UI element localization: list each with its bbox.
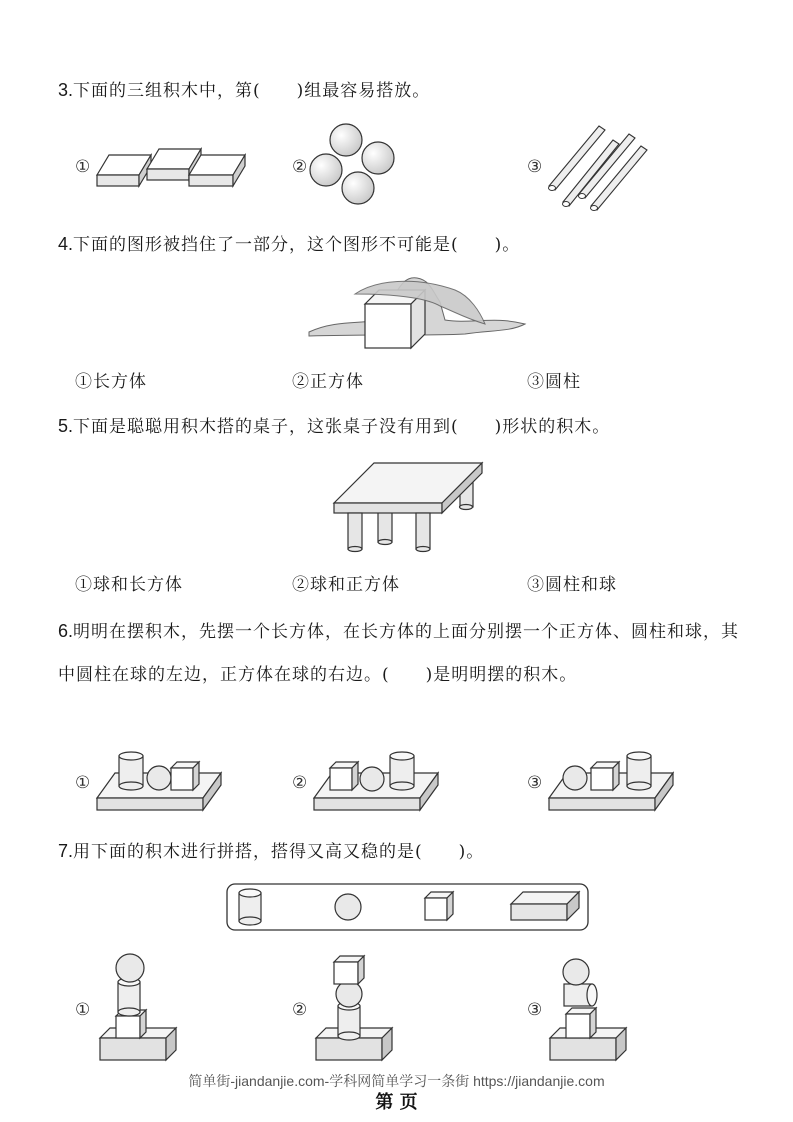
question-5-number: 5. — [58, 416, 74, 436]
q3-option-3-marker: ③ — [527, 157, 543, 177]
question-7-number: 7. — [58, 841, 74, 861]
q6-option-2-marker: ② — [292, 773, 308, 793]
footer-watermark: 简单街-jiandanjie.com-学科网简单学习一条街 https://jiandanjie.com — [188, 1073, 605, 1089]
question-6-text: 明明在摆积木，先摆一个长方体，在长方体的上面分别摆一个正方体、圆柱和球，其中圆柱在球的左边，正方体在球的右边。( )是明明摆的积木。 — [58, 622, 740, 685]
q6-option-2-figure — [312, 748, 442, 813]
q3-sticks-figure — [543, 120, 653, 210]
q7-option-1-marker: ① — [75, 1000, 91, 1020]
question-4-number: 4. — [58, 234, 74, 254]
question-5 — [58, 416, 753, 437]
question-7 — [58, 841, 753, 862]
q6-option-1-marker: ① — [75, 773, 91, 793]
q5-option-3: ③圆柱和球 — [527, 575, 617, 595]
q7-option-3-figure — [548, 950, 628, 1065]
q6-option-3-marker: ③ — [527, 773, 543, 793]
q3-balls-figure — [310, 122, 400, 207]
q4-option-2: ②正方体 — [292, 372, 364, 392]
q5-table-figure — [330, 455, 490, 555]
question-3-text: 下面的三组积木中，第( )组最容易搭放。 — [73, 81, 431, 101]
q3-option-1-marker: ① — [75, 157, 91, 177]
question-6 — [58, 610, 753, 697]
q5-option-2: ②球和正方体 — [292, 575, 400, 595]
question-3 — [58, 80, 753, 101]
q7-option-2-marker: ② — [292, 1000, 308, 1020]
q6-option-3-figure — [547, 748, 677, 813]
q7-blocks-box-figure — [225, 882, 590, 932]
question-4-text: 下面的图形被挡住了一部分，这个图形不可能是( )。 — [73, 235, 521, 255]
question-4 — [58, 234, 753, 255]
question-5-text: 下面是聪聪用积木搭的桌子，这张桌子没有用到( )形状的积木。 — [73, 417, 611, 437]
q3-option-2-marker: ② — [292, 157, 308, 177]
q7-option-2-figure — [314, 950, 394, 1065]
q4-option-1: ①长方体 — [75, 372, 147, 392]
question-7-text: 用下面的积木进行拼搭，搭得又高又稳的是( )。 — [73, 842, 485, 862]
question-6-number: 6. — [58, 621, 74, 641]
question-3-number: 3. — [58, 80, 74, 100]
q7-option-1-figure — [98, 950, 178, 1065]
q4-covered-shape-figure — [305, 272, 530, 352]
q7-option-3-marker: ③ — [527, 1000, 543, 1020]
page-number-label: 第 页 — [375, 1092, 418, 1113]
q5-option-1: ①球和长方体 — [75, 575, 183, 595]
q3-flat-blocks-figure — [93, 145, 253, 190]
q4-option-3: ③圆柱 — [527, 372, 581, 392]
q6-option-1-figure — [95, 748, 225, 813]
